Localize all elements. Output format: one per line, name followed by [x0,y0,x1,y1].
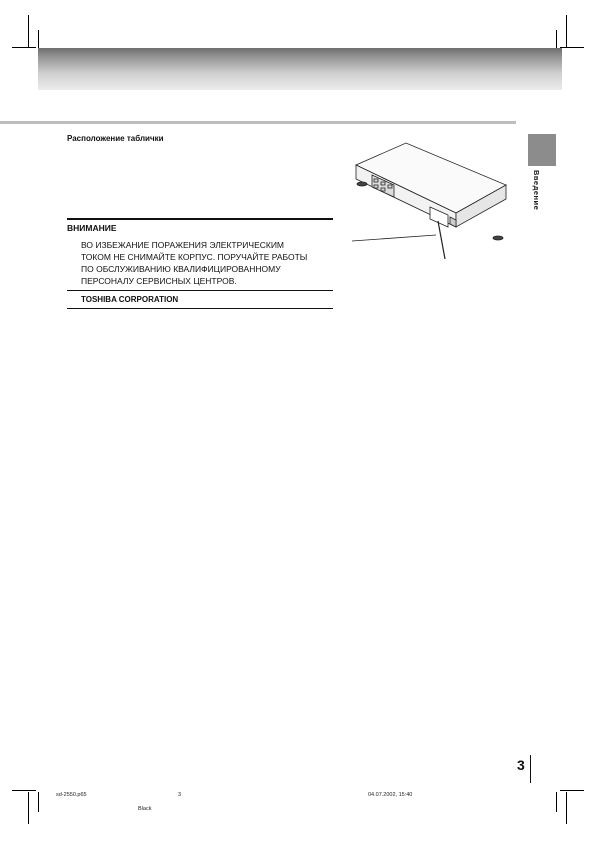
footer-page: 3 [178,792,182,798]
page-number: 3 [517,757,525,773]
caution-top-rule [67,218,333,220]
caution-line: ТОКОМ НЕ СНИМАЙТЕ КОРПУС. ПОРУЧАЙТЕ РАБОТЫ [81,252,308,262]
page-number-rule [530,755,531,783]
crop-mark [38,792,39,812]
side-tab-label: Введение [532,170,541,211]
caution-bottom-rule [67,308,333,309]
caution-company: TOSHIBA CORPORATION [81,295,179,304]
footer-filename: sd-2550.p65 [56,792,87,798]
crop-mark [560,47,584,48]
crop-mark [12,47,36,48]
crop-mark [38,30,39,50]
crop-mark [556,30,557,50]
side-tab [528,134,556,166]
header-band [38,48,562,90]
footer-color-plate: Black [138,806,152,812]
caution-line: ВО ИЗБЕЖАНИЕ ПОРАЖЕНИЯ ЭЛЕКТРИЧЕСКИМ [81,240,285,250]
caution-title: ВНИМАНИЕ [67,223,117,233]
crop-mark [560,790,584,791]
caution-line: ПЕРСОНАЛУ СЕРВИСНЫХ ЦЕНТРОВ. [81,276,237,286]
crop-mark [28,15,29,47]
caution-body [81,239,333,287]
caution-box [67,218,333,309]
crop-mark [566,15,567,47]
header-rule [0,121,516,124]
crop-mark [12,790,36,791]
device-rear-illustration [348,135,508,265]
caution-mid-rule [67,290,333,291]
crop-mark [556,792,557,812]
crop-mark [566,792,567,824]
crop-mark [28,792,29,824]
caution-line: ПО ОБСЛУЖИВАНИЮ КВАЛИФИЦИРОВАННОМУ [81,264,281,274]
section-heading: Расположение таблички [67,134,164,143]
footer-datetime: 04.07.2002, 15:40 [368,792,413,798]
